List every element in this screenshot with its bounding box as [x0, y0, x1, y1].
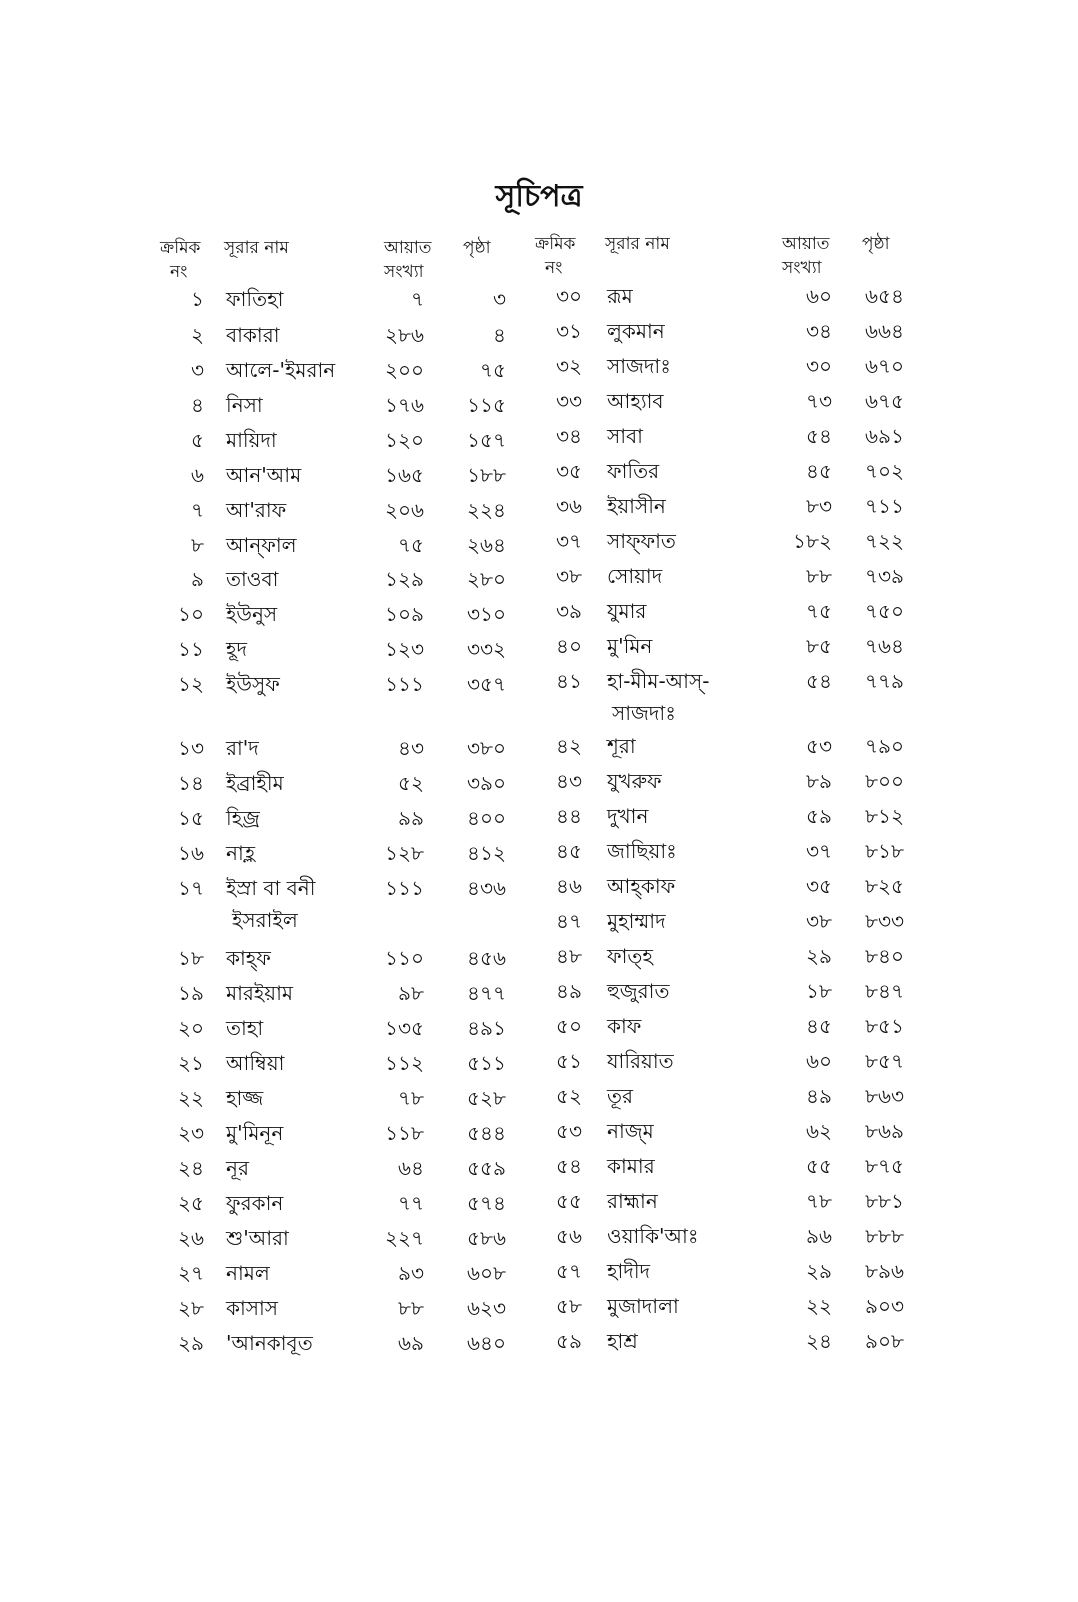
page-number: ৭৩৯	[865, 564, 904, 588]
ayat-count: ৪৯	[806, 1084, 832, 1108]
page-number: ৬৬৪	[865, 319, 904, 343]
ayat-count: ১২৮	[385, 841, 424, 865]
page-number: ৬৪০	[467, 1331, 506, 1355]
ayat-count: ৩৮	[806, 909, 832, 933]
serial-number: ১৮	[178, 946, 204, 970]
page-number: ৩৫৭	[467, 672, 506, 696]
ayat-count: ২০৬	[384, 498, 424, 522]
surah-name: ইস্রা বা বনী	[226, 876, 316, 900]
page-number: ৬৭৫	[865, 389, 904, 413]
surah-name: শু'আরা	[226, 1226, 289, 1250]
page-number: ৪	[493, 323, 506, 347]
header-serial-right	[535, 232, 575, 280]
surah-name: কামার	[607, 1154, 655, 1178]
serial-number: ২৯	[178, 1331, 204, 1355]
header-name-right: সূরার নাম	[605, 234, 670, 254]
ayat-count: ৪৫	[806, 1014, 832, 1038]
ayat-count: ৪৩	[398, 736, 424, 760]
page-number: ৭০২	[864, 459, 904, 483]
ayat-count: ২২	[805, 1294, 832, 1318]
serial-number: ২৫	[178, 1191, 204, 1215]
surah-name: নাজ্ম	[607, 1119, 654, 1143]
surah-name: কাসাস	[226, 1296, 279, 1320]
serial-number: ৪৯	[556, 979, 582, 1003]
header-ayat-line2: সংখ্যা	[782, 258, 822, 278]
header-page-right: পৃষ্ঠা	[862, 234, 890, 254]
ayat-count: ৭৫	[398, 533, 424, 557]
serial-number: ১৭	[178, 876, 204, 900]
surah-name: আলে-'ইমরান	[226, 358, 336, 382]
surah-name: রূম	[607, 284, 633, 308]
serial-number: ২	[190, 323, 204, 347]
surah-name: রাহ্মান	[607, 1189, 658, 1213]
serial-number: ৩	[190, 358, 204, 382]
surah-name: ফাতির	[607, 459, 660, 483]
surah-name: নূর	[226, 1156, 249, 1180]
serial-number: ৩৩	[555, 389, 582, 413]
serial-number: ৯	[191, 567, 204, 591]
surah-name: তাওবা	[226, 567, 279, 591]
page-number: ৪১২	[467, 841, 506, 865]
serial-number: ১১	[178, 637, 204, 661]
surah-name: ইয়াসীন	[607, 494, 666, 518]
page-number: ১৮৮	[467, 463, 506, 487]
surah-name: আহ্কাফ	[607, 874, 676, 898]
surah-name: হিজ্র	[226, 806, 260, 830]
header-serial-line1: ক্রমিক	[160, 238, 201, 258]
header-serial-line1: ক্রমিক	[535, 234, 576, 254]
serial-number: ৫৩	[556, 1119, 582, 1143]
surah-name: সাফ্ফাত	[607, 529, 676, 553]
serial-number: ২৬	[177, 1226, 204, 1250]
surah-name: মুজাদালা	[607, 1294, 679, 1318]
ayat-count: ৬২	[805, 1119, 832, 1143]
ayat-count: ৫৯	[806, 804, 832, 828]
surah-name: ইউনুস	[226, 602, 278, 626]
serial-number: ৩৫	[556, 459, 582, 483]
serial-number: ৩০	[555, 284, 582, 308]
serial-number: ৪৫	[556, 839, 582, 863]
serial-number: ৫৭	[556, 1259, 582, 1283]
serial-number: ১৪	[178, 771, 204, 795]
page-number: ২৬৪	[467, 533, 506, 557]
ayat-count: ১২০	[385, 428, 424, 452]
page-number: ১৫৭	[467, 428, 506, 452]
serial-number: ৩২	[555, 354, 582, 378]
ayat-count: ৭৫	[806, 599, 832, 623]
ayat-count: ৯৮	[398, 981, 424, 1005]
ayat-count: ১৮২	[793, 529, 832, 553]
ayat-count: ৭	[410, 287, 424, 311]
ayat-count: ১৭৬	[385, 393, 424, 417]
page-title: সূচিপত্র	[495, 179, 583, 214]
surah-name: নাহ্ল	[226, 841, 255, 865]
serial-number: ৫	[191, 428, 204, 452]
page-number: ৮৩৩	[865, 909, 904, 933]
page-number: ৫৫৯	[467, 1156, 506, 1180]
page-number: ৭৭৯	[865, 669, 904, 693]
surah-name: মু'মিনূন	[226, 1121, 284, 1145]
surah-name: যুখরুফ	[607, 769, 662, 793]
page-number: ৮৬৯	[865, 1119, 904, 1143]
serial-number: ৫১	[556, 1049, 582, 1073]
page-number: ৪০০	[467, 806, 506, 830]
serial-number: ৩৮	[556, 564, 582, 588]
surah-name: কাহ্ফ	[226, 946, 271, 970]
page-number: ৮৫৭	[865, 1049, 904, 1073]
header-ayat-left	[384, 236, 432, 284]
ayat-count: ২২৭	[384, 1226, 424, 1250]
surah-name: সাবা	[607, 424, 643, 448]
surah-name: হূদ	[226, 637, 248, 661]
surah-name: মুহাম্মাদ	[607, 909, 666, 933]
page-number: ৬০৮	[467, 1261, 506, 1285]
header-ayat-line1: আয়াত	[384, 238, 432, 258]
serial-number: ৩৪	[556, 424, 582, 448]
ayat-count: ৩৭	[805, 839, 832, 863]
header-serial-line2: নং	[545, 258, 563, 278]
page-number: ৪৫৬	[467, 946, 506, 970]
header-ayat-right	[782, 232, 830, 280]
surah-name: কাফ	[607, 1014, 642, 1038]
ayat-count: ২০০	[384, 358, 424, 382]
surah-name: মায়িদা	[226, 428, 277, 452]
ayat-count: ১১৮	[385, 1121, 424, 1145]
page-number: ৭৫	[480, 358, 506, 382]
ayat-count: ৬০	[805, 1049, 832, 1073]
header-ayat-line1: আয়াত	[782, 234, 830, 254]
ayat-count: ১১১	[385, 672, 424, 696]
ayat-count: ৬৪	[398, 1156, 424, 1180]
ayat-count: ৮৯	[806, 769, 832, 793]
surah-name: নিসা	[226, 393, 263, 417]
ayat-count: ৮৮	[398, 1296, 424, 1320]
page-number: ৫৪৪	[467, 1121, 506, 1145]
ayat-count: ৬৯	[398, 1331, 424, 1355]
page-number: ৯০৮	[865, 1329, 904, 1353]
serial-number: ৭	[190, 498, 204, 522]
serial-number: ২৭	[177, 1261, 204, 1285]
page-number: ৮৬৩	[865, 1084, 904, 1108]
page-number: ৬২৩	[466, 1296, 506, 1320]
serial-number: ১	[191, 287, 204, 311]
ayat-count: ১০৯	[385, 602, 424, 626]
ayat-count: ৩৪	[806, 319, 832, 343]
surah-name-continued: ইসরাইল	[232, 908, 298, 932]
page-number: ৮৪০	[865, 944, 904, 968]
surah-name: ফাত্হ	[607, 944, 653, 968]
serial-number: ৫৬	[556, 1224, 582, 1248]
surah-name: রা'দ	[226, 736, 259, 760]
page-number: ৫১১	[467, 1051, 506, 1075]
page-number: ৮৭৫	[865, 1154, 904, 1178]
serial-number: ৫৯	[556, 1329, 582, 1353]
page-number: ৩	[492, 287, 506, 311]
page-number: ৭৬৪	[865, 634, 904, 658]
page-number: ৩১০	[467, 602, 506, 626]
surah-name: আ'রাফ	[226, 498, 287, 522]
serial-number: ১৬	[178, 841, 204, 865]
serial-number: ৩৬	[555, 494, 582, 518]
ayat-count: ৫২	[398, 771, 424, 795]
page-number: ৮১৮	[865, 839, 904, 863]
surah-name: আম্বিয়া	[226, 1051, 285, 1075]
ayat-count: ৭৭	[397, 1191, 424, 1215]
ayat-count: ৩৫	[806, 874, 832, 898]
surah-name: সোয়াদ	[607, 564, 663, 588]
surah-name: শূরা	[607, 734, 636, 758]
surah-name: 'আনকাবূত	[226, 1331, 313, 1355]
ayat-count: ৭৮	[398, 1086, 424, 1110]
page-number: ৬৭০	[864, 354, 904, 378]
page-number: ২২৪	[467, 498, 506, 522]
page-number: ৮০০	[865, 769, 904, 793]
ayat-count: ৫৪	[806, 424, 832, 448]
surah-name: ইউসুফ	[226, 672, 280, 696]
header-ayat-line2: সংখ্যা	[384, 262, 424, 282]
serial-number: ১০	[178, 602, 204, 626]
serial-number: ৪৩	[556, 769, 582, 793]
serial-number: ৫২	[556, 1084, 582, 1108]
ayat-count: ৫৩	[806, 734, 832, 758]
page-number: ৫৮৬	[467, 1226, 506, 1250]
page-number: ৮৪৭	[865, 979, 904, 1003]
ayat-count: ৩০	[805, 354, 832, 378]
ayat-count: ৯৬	[806, 1224, 832, 1248]
page-number: ৭৫০	[865, 599, 904, 623]
serial-number: ১৯	[178, 981, 204, 1005]
serial-number: ৪০	[556, 634, 582, 658]
serial-number: ৩৯	[556, 599, 582, 623]
page-number: ৫২৮	[467, 1086, 506, 1110]
serial-number: ৪	[191, 393, 204, 417]
ayat-count: ৮৮	[806, 564, 832, 588]
page-number: ৮৮১	[865, 1189, 904, 1213]
page-number: ৭২২	[864, 529, 904, 553]
page-number: ৯০৩	[865, 1294, 904, 1318]
serial-number: ৪২	[556, 734, 582, 758]
serial-number: ৩৭	[555, 529, 582, 553]
serial-number: ২১	[178, 1051, 204, 1075]
surah-name: আহ্যাব	[607, 389, 664, 413]
surah-name: ওয়াকি'আঃ	[607, 1224, 699, 1248]
ayat-count: ৮৩	[806, 494, 832, 518]
surah-name: হুজুরাত	[607, 979, 670, 1003]
ayat-count: ২৮৬	[385, 323, 424, 347]
serial-number: ১২	[178, 672, 204, 696]
header-page-left: পৃষ্ঠা	[463, 238, 491, 258]
ayat-count: ১৮	[806, 979, 832, 1003]
header-serial-left	[160, 236, 200, 284]
serial-number: ১৫	[178, 806, 204, 830]
serial-number: ৫৮	[556, 1294, 582, 1318]
page-number: ৬৯১	[865, 424, 904, 448]
ayat-count: ৯৩	[398, 1261, 424, 1285]
serial-number: ৫৪	[556, 1154, 582, 1178]
page-number: ৫৭৪	[467, 1191, 506, 1215]
ayat-count: ৮৫	[806, 634, 832, 658]
page-number: ৩৮০	[467, 736, 506, 760]
serial-number: ৮	[191, 533, 204, 557]
serial-number: ২০	[177, 1016, 204, 1040]
surah-name: মু'মিন	[607, 634, 653, 658]
serial-number: ২৩	[177, 1121, 204, 1145]
header-serial-line2: নং	[170, 262, 188, 282]
ayat-count: ১১০	[385, 946, 424, 970]
serial-number: ৪৪	[556, 804, 582, 828]
page-number: ৮১২	[865, 804, 904, 828]
page-number: ১১৫	[467, 393, 506, 417]
serial-number: ২৮	[178, 1296, 204, 1320]
surah-name: তূর	[607, 1084, 634, 1108]
ayat-count: ৭৮	[806, 1189, 832, 1213]
surah-name: আন'আম	[226, 463, 302, 487]
surah-name: ফাতিহা	[226, 287, 284, 311]
ayat-count: ১৬৫	[385, 463, 424, 487]
serial-number: ২৪	[178, 1156, 204, 1180]
surah-name: হাজ্জ	[226, 1086, 264, 1110]
ayat-count: ২৪	[806, 1329, 832, 1353]
surah-name: হাদীদ	[607, 1259, 651, 1283]
header-name-left: সূরার নাম	[224, 238, 289, 258]
page-number: ৩৩২	[466, 637, 506, 661]
surah-name: দুখান	[607, 804, 649, 828]
surah-name: নামল	[226, 1261, 270, 1285]
serial-number: ৪১	[556, 669, 582, 693]
page-number: ২৮০	[467, 567, 506, 591]
page-number: ৩৯০	[467, 771, 506, 795]
ayat-count: ৪৫	[806, 459, 832, 483]
serial-number: ২২	[177, 1086, 204, 1110]
serial-number: ৪৭	[556, 909, 582, 933]
surah-name: হা-মীম-আস্-	[607, 669, 710, 693]
ayat-count: ৫৪	[806, 669, 832, 693]
page-number: ৪৯১	[467, 1016, 506, 1040]
page-number: ৮৮৮	[865, 1224, 904, 1248]
surah-name: হাশ্র	[607, 1329, 638, 1353]
page-number: ৪৭৭	[467, 981, 506, 1005]
ayat-count: ৫৫	[806, 1154, 832, 1178]
page-number: ৬৫৪	[865, 284, 904, 308]
surah-name: জাছিয়াঃ	[607, 839, 677, 863]
surah-name: যুমার	[607, 599, 647, 623]
ayat-count: ৭৩	[805, 389, 832, 413]
serial-number: ৪৮	[556, 944, 582, 968]
surah-name: ইব্রাহীম	[226, 771, 284, 795]
serial-number: ৫৫	[556, 1189, 582, 1213]
page-number: ৮৫১	[865, 1014, 904, 1038]
serial-number: ৬	[190, 463, 204, 487]
serial-number: ৩১	[556, 319, 582, 343]
ayat-count: ১১২	[385, 1051, 424, 1075]
ayat-count: ১১১	[385, 876, 424, 900]
surah-name: সাজদাঃ	[607, 354, 671, 378]
ayat-count: ১২৯	[385, 567, 424, 591]
serial-number: ৫০	[556, 1014, 582, 1038]
page-number: ৮৯৬	[865, 1259, 904, 1283]
serial-number: ৪৬	[556, 874, 582, 898]
page-number: ৮২৫	[865, 874, 904, 898]
surah-name-continued: সাজদাঃ	[612, 701, 676, 725]
surah-name: আন্ফাল	[226, 533, 297, 557]
ayat-count: ১৩৫	[385, 1016, 424, 1040]
serial-number: ১৩	[178, 736, 204, 760]
surah-name: যারিয়াত	[607, 1049, 674, 1073]
page-number: ৪৩৬	[467, 876, 506, 900]
page-number: ৭১১	[865, 494, 904, 518]
ayat-count: ৯৯	[398, 806, 424, 830]
page-number: ৭৯০	[865, 734, 904, 758]
surah-name: মারইয়াম	[226, 981, 293, 1005]
ayat-count: ১২৩	[385, 637, 424, 661]
surah-name: লুকমান	[607, 319, 665, 343]
ayat-count: ২৯	[806, 1259, 832, 1283]
surah-name: বাকারা	[226, 323, 280, 347]
surah-name: ফুরকান	[226, 1191, 284, 1215]
ayat-count: ২৯	[806, 944, 832, 968]
surah-name: তাহা	[226, 1016, 264, 1040]
ayat-count: ৬০	[805, 284, 832, 308]
